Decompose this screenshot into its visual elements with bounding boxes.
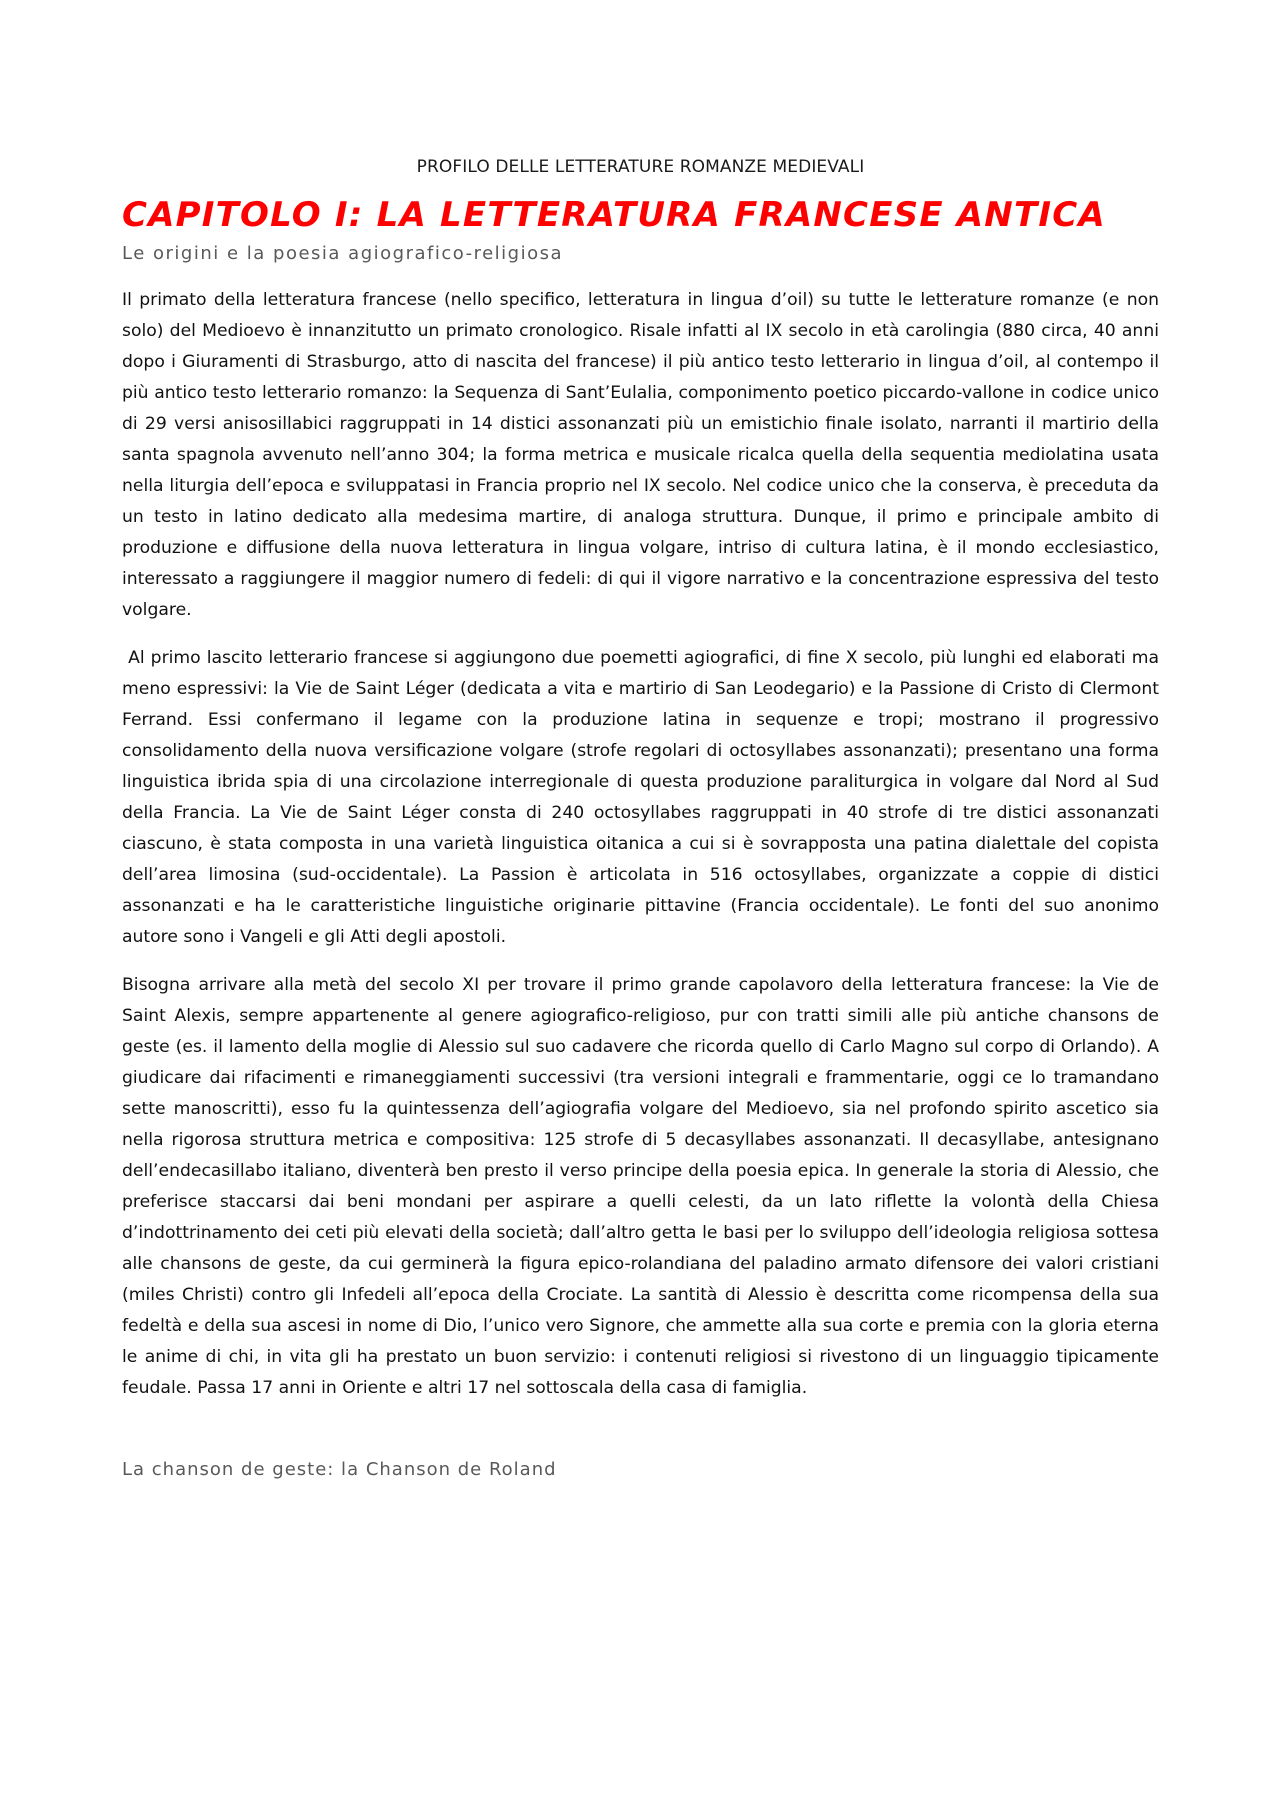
running-header: PROFILO DELLE LETTERATURE ROMANZE MEDIEVALI xyxy=(416,157,865,177)
page-content xyxy=(122,157,1165,1481)
paragraph-2: Al primo lascito letterario francese si aggiungono due poemetti agiografici, di fine X secolo, più lunghi ed elaborati ma meno espressivi: la Vie de Saint Léger (dedicata a vita e martirio di San Leodegario) e la Passione di Cristo di Clermont Ferrand. Essi confermano il legame con la produzione latina in sequenze e tropi; mostrano il progressivo consolidamento della nuova versificazione volgare (strofe regolari di octosyllabes assonanzati); presentano una forma linguistica ibrida spia di una circolazione interregionale di questa produzione paraliturgica in volgare dal Nord al Sud della Francia. La Vie de Saint Léger consta di 240 octosyllabes raggruppati in 40 strofe di tre distici assonanzati ciascuno, è stata composta in una varietà linguistica oitanica a cui si è sovrapposta una patina dialettale del copista dell’area limosina (sud-occidentale). La Passion è articolata in 516 octosyllabes, organizzate a coppie di distici assonanzati e ha le caratteristiche linguistiche originarie pittavine (Francia occidentale). Le fonti del suo anonimo autore sono i Vangeli e gli Atti degli apostoli. xyxy=(122,648,1165,948)
paragraph-3: Bisogna arrivare alla metà del secolo XI per trovare il primo grande capolavoro della letteratura francese: la Vie de Saint Alexis, sempre appartenente al genere agiografico-religioso, pur con tratti simili alle più antiche chansons de geste (es. il lamento della moglie di Alessio sul suo cadavere che ricorda quello di Carlo Magno sul corpo di Orlando). A giudicare dai rifacimenti e rimaneggiamenti successivi (tra versioni integrali e frammentarie, oggi ce lo tramandano sette manoscritti), esso fu la quintessenza dell’agiografia volgare del Medioevo, sia nel profondo spirito ascetico sia nella rigorosa struttura metrica e compositiva: 125 strofe di 5 decasyllabes assonanzati. Il decasyllabe, antesignano dell’endecasillabo italiano, diventerà ben presto il verso principe della poesia epica. In generale la storia di Alessio, che preferisce staccarsi dai beni mondani per aspirare a quelli celesti, da un lato riflette la volontà della Chiesa d’indottrinamento dei ceti più elevati della società; dall’altro getta le basi per lo sviluppo dell’ideologia religiosa sottesa alle chansons de geste, da cui germinerà la figura epico-rolandiana del paladino armato difensore dei valori cristiani (miles Christi) contro gli Infedeli all’epoca della Crociate. La santità di Alessio è descritta come ricompensa della sua fedeltà e della sua ascesi in nome di Dio, l’unico vero Signore, che ammette alla sua corte e premia con la gloria eterna le anime di chi, in vita gli ha prestato un buon servizio: i contenuti religiosi si rivestono di un linguaggio tipicamente feudale. Passa 17 anni in Oriente e altri 17 nel sottoscala della casa di famiglia. xyxy=(122,975,1159,1399)
chapter-title: CAPITOLO I: LA LETTERATURA FRANCESE ANTICA xyxy=(122,195,1106,235)
section-title-origins: Le origini e la poesia agiografico-religiosa xyxy=(122,242,564,264)
section-title-chanson-de-geste: La chanson de geste: la Chanson de Roland xyxy=(122,1459,557,1481)
paragraph-1: Il primato della letteratura francese (nello specifico, letteratura in lingua d’oil) su tutte le letterature romanze (e non solo) del Medioevo è innanzitutto un primato cronologico. Risale infatti al IX secolo in età carolingia (880 circa, 40 anni dopo i Giuramenti di Strasburgo, atto di nascita del francese) il più antico testo letterario in lingua d’oil, al contempo il più antico testo letterario romanzo: la Sequenza di Sant’Eulalia, componimento poetico piccardo-vallone in codice unico di 29 versi anisosillabici raggruppati in 14 distici assonanzati più un emistichio finale isolato, narranti il martirio della santa spagnola avvenuto nell’anno 304; la forma metrica e musicale ricalca quella della sequentia mediolatina usata nella liturgia dell’epoca e sviluppatasi in Francia proprio nel IX secolo. Nel codice unico che la conserva, è preceduta da un testo in latino dedicato alla medesima martire, di analoga struttura. Dunque, il primo e principale ambito di produzione e diffusione della nuova letteratura in lingua volgare, intriso di cultura latina, è il mondo ecclesiastico, interessato a raggiungere il maggior numero di fedeli: di qui il vigore narrativo e la concentrazione espressiva del testo volgare. xyxy=(122,290,1159,621)
